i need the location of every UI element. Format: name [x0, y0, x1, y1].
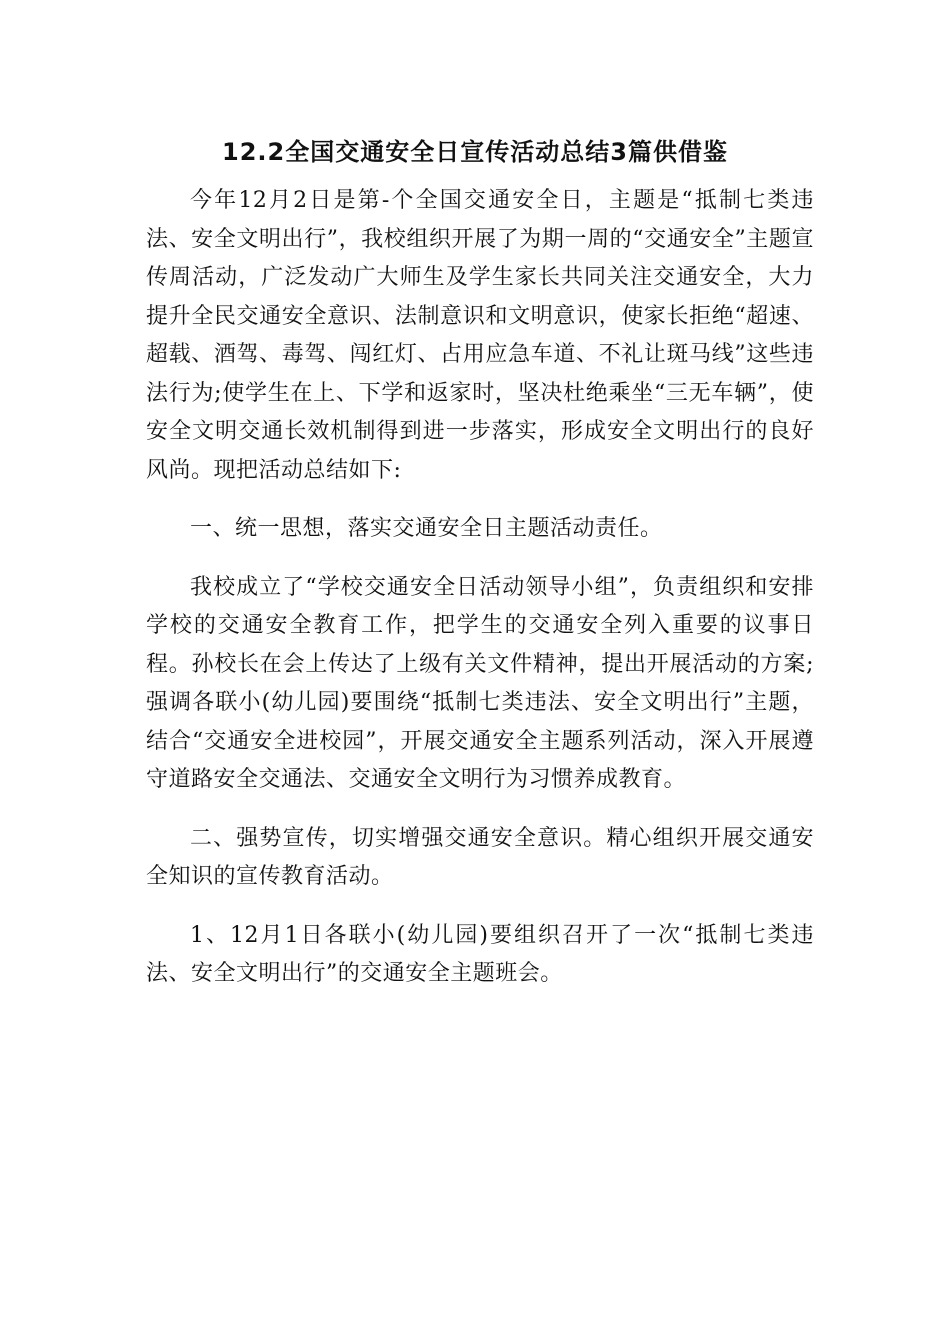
paragraph-gap	[146, 800, 814, 820]
paragraph-intro: 今年12月2日是第-个全国交通安全日，主题是“抵制七类违法、安全文明出行”，我校组织开展了为期一周的“交通安全”主题宣传周活动，广泛发动广大师生及学生家长共同关注交通安全，大力提升全民交通安全意识、法制意识和文明意识，使家长拒绝“超速、超载、酒驾、毒驾、闯红灯、占用应急车道、不礼让斑马线”这些违法行为;使学生在上、下学和返家时，坚决杜绝乘坐“三无车辆”，使安全文明交通长效机制得到进一步落实，形成安全文明出行的良好风尚。现把活动总结如下:	[146, 188, 814, 483]
paragraph-gap	[146, 490, 814, 510]
paragraph-gap	[146, 549, 814, 569]
paragraph-section-two-heading: 二、强势宣传，切实增强交通安全意识。精心组织开展交通安全知识的宣传教育活动。	[146, 825, 814, 889]
paragraph-section-one-heading: 一、统一思想，落实交通安全日主题活动责任。	[190, 516, 663, 541]
paragraph-gap	[146, 897, 814, 917]
document-title: 12.2全国交通安全日宣传活动总结3篇供借鉴	[222, 138, 728, 166]
paragraph-item-one: 1、12月1日各联小(幼儿园)要组织召开了一次“抵制七类违法、安全文明出行”的交通安全主题班会。	[146, 922, 814, 986]
document-body	[146, 182, 814, 994]
paragraph-section-one-body: 我校成立了“学校交通安全日活动领导小组”，负责组织和安排学校的交通安全教育工作，把学生的交通安全列入重要的议事日程。孙校长在会上传达了上级有关文件精神，提出开展活动的方案;强调各联小(幼儿园)要围绕“抵制七类违法、安全文明出行”主题，结合“交通安全进校园”，开展交通安全主题系列活动，深入开展遵守道路安全交通法、交通安全文明行为习惯养成教育。	[146, 574, 814, 792]
